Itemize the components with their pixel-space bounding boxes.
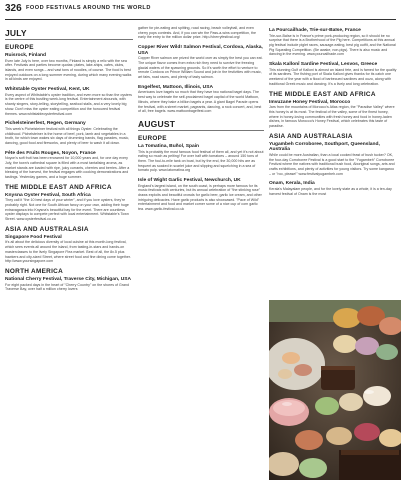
column-1 <box>5 26 133 478</box>
region-heading-middle-east-africa: THE MIDDLE EAST AND AFRICA <box>5 183 112 191</box>
festival-title: National Cherry Festival, Traverse City, Michigan, USA <box>5 276 132 282</box>
food-photo <box>269 300 401 480</box>
festival-description: Every aspect of Whitstable's oyster tradition, and even more so than the oysters is the centre of this bustling week-long festival. Entertainment abounds, with shanty singers, story-telling, storytelling, seafood stalls, and a very lovely big show. Don't miss the oyster eating competition and the honoured festival themes. www.whitstableoysterfestival.com <box>5 92 132 116</box>
region-heading-asia-australasia: ASIA AND AUSTRALASIA <box>269 132 353 140</box>
festival-title: Singapore Food Festival <box>5 234 62 240</box>
month-heading-july: JULY <box>5 28 133 40</box>
region-heading-europe: EUROPE <box>138 134 167 142</box>
festival-description: gather for pie-eating and spitting, road racing, beach volleyball, and even cherry pops contests. And, if you can win the Pass-a-wins competition, the early the entry to the million dollar prize. http://cherryfestival.org/ <box>138 26 257 40</box>
macarons-photo-illustration <box>269 300 401 480</box>
festival-title: Knysna Oyster Festival, South Africa <box>5 192 91 198</box>
festival-title: Fête des Fruits Rouges, Noyon, France <box>5 150 96 156</box>
festival-title: Imvuzane Honey Festival, Morocco <box>269 99 351 105</box>
page-number: 326 <box>5 3 22 14</box>
festival-title: Engelfest, Mattoon, Illinois, USA <box>138 84 213 90</box>
festival-title: Whitstable Oyster Festival, Kent, UK <box>5 87 90 93</box>
festival-title: Isle of Wight Garlic Festival, Newchurch, UK <box>138 178 241 184</box>
festival-title: La Tomatina, Buñol, Spain <box>138 143 200 149</box>
month-heading-august: AUGUST <box>138 119 264 131</box>
festival-title: Copper River Wild! Salmon Festival, Cordova, Alaska, USA <box>138 45 263 56</box>
festival-description: While could be more Australian, than a local cooked feast of bush tucker? OK, the four-day Corroboree Festival is a good start to the "Yugambeh" Corroboree Festival where the natives with traditional bush food, Aboriginal songs, arts and crafts exhibitions, and plenty of activities for young visitors. Try some kangaroo – or "roo, please!" www.festivalyugambeh.com <box>269 152 395 176</box>
festival-description: It's all about the delicious diversity of local cuisine at this month-long festival, which sees events all around the island, from tasting-in-stars and hands-on masterclasses to the lively Singapore Flea market. Best of all, the 8x.5 plus hawkers and city-sized Street, where street food and fine dining come together. http://www.yoursingapore.com <box>5 240 131 264</box>
festival-description: For eight packed days in the heart of "Cherry Country" on the shores of Grand Traverse Bay, over half a million cherry lovers <box>5 282 130 292</box>
festival-title: Pichelsteinerfest, Regen, Germany <box>5 121 86 127</box>
festival-description: Americans love bagels so much that they have two national bagel days. The best way to celebrate the self-proclaimed bagel capital of the world Mattoon, Illinois, where they bake a billion bagels a year. A giant Bagel Parade opens the festival, with a street market, pageants, dancing, a rock concert, and, best of all, free bagels. www.mattoonbagelfest.com <box>138 90 262 114</box>
festival-description: This stunning Gulf of Kalloni is almost an island fete, and is famed for the quality of its sardines. The fishing port of Skala Kalloni gives thanks for its catch one weekend of the year with a flood of barbecued sardines and ouzo, along with traditional Greek music and dancing. It's a lively and long celebration. <box>269 67 397 86</box>
festival-title: La Pourcailhade, Trie-sur-Baïse, France <box>269 28 361 33</box>
column-3 <box>269 26 397 298</box>
region-heading-middle-east-africa: THE MIDDLE EAST AND AFRICA <box>269 90 376 98</box>
festival-description: Even late July is here, over two months, Finland is simply a relic with the sea offer. Festivals and parties become quotas: plates, lake-ships, cafes, clubs, islands, and even songs – and vast tons of noodles, of course. The food is best enjoyed outdoors on a long summer evening, during which many evening walks in all kinds are enjoyed. <box>5 58 132 82</box>
page-header <box>0 0 401 20</box>
region-heading-north-america: NORTH AMERICA <box>5 267 63 275</box>
festival-title: Onam, Kerala, India <box>269 181 315 187</box>
header-rule <box>5 19 396 20</box>
festival-title: Yugambeh Corroboree, Southport, Queensland, Australia <box>269 141 380 153</box>
festival-description: Noyon's soft fruit has been renowned for 10,000 years and, for one day every July, the town's cathedral square is filled with a most tantalising aroma, as market stands are loaded with ripe, juicy currants, cherries and berries. After a blessing of the harvest, the festival engages with cooking demonstrations and tastings. Yesterday games, and a huge summer. <box>5 156 130 180</box>
festival-title: Skala Kallonî Sardine Festival, Lesvos, Greece <box>269 62 378 68</box>
festival-description: Trie-sur-Baïse is in France's prime pork-producing region, so it should be no surprise that there is a Brotherhood of the Pig here. Competitions at this annual pig festival include piglet races, sausage-eating, best pig outfit, and the National Pig Squealing Competition. (Be awake, non-pigs). There is also music and dancing in the evening. www.pourcailhade.com <box>269 33 396 57</box>
festival-description: They call it "the 10 best days of your winter", and if you love oysters, they're probably right. Not one for South African fancy on your own, adding their huge extravaganza into Knysna's beautiful bay for the event. There are countless oyster displays to compete perfect with local entertainment. Whitstable's Town Street. www.oysterfestival.co.za <box>5 198 129 222</box>
festival-description: Kerala's Malayalam people, and for the lovely state as a whole, it is a ten-day harvest festival of Onam is the most <box>269 186 392 196</box>
festival-description: Copper River salmon are prized the world over as simply the best you can eat. The unique flavor comes from extra rich they need to survive the freezing glacial waters of the spawning grounds. So it's worth the effort to venture to remote Cordova on Prince William Sound and join in the festivities with music, art fairs, road races, and plenty of tasty salmon. <box>138 56 263 80</box>
festival-description: Jars from the mountains of Morocco's Atlas region, the "Paradise Valley" where this honey is at its most. The festival of the valley, some of the finest honey, where in honey-loving communities with fresh honey and food in honey-laden dishes, in famous Morocco's Honey Festival, which celebrates this taste of paradise. <box>269 105 395 128</box>
region-heading-europe: EUROPE <box>5 44 34 51</box>
festival-description: This week's Pichelsteiner festival with all things Oyster. Celebrating the childhood. Pichelsteiner is the home of beef, pork, lamb and vegetables in a broth, for which town wakes six days of drumming bands, flag parades, music, dancing, good food and fireworks, and plenty of beer to wash it all down. <box>5 126 130 145</box>
column-2 <box>138 26 264 478</box>
region-heading-asia-australasia: ASIA AND AUSTRALASIA <box>5 225 89 233</box>
festival-description: England's largest island, on the south coast, is perhaps more famous for its music festivals with centuries, but its annual celebration of "the stinking rose" draws exploits and beautiful crowds for garlic beer, garlic ice cream, and other intriguing delicacies. Have garlic products is also showcased. "Pace of Wild" entertainment and food and market corner some of a nice cup of corn garlic tea. www.garlic-festival.co.uk <box>138 183 262 212</box>
festival-title: Ruisrock, Finland <box>5 53 47 58</box>
page-running-title: FOOD FESTIVALS AROUND THE WORLD <box>26 5 151 11</box>
festival-description: This is probably the most famous food festival of them all, and yet it's not about eating so much as pelting! For over half with tomatoes – around 150 tons of them. The foul-to-mile tank on boat, but by the end, the 30,000 hits are as frequent as soaked in scarlet juice and slipping and squelching in a sea of tomato pulp. www.latomatina.org <box>138 149 264 173</box>
